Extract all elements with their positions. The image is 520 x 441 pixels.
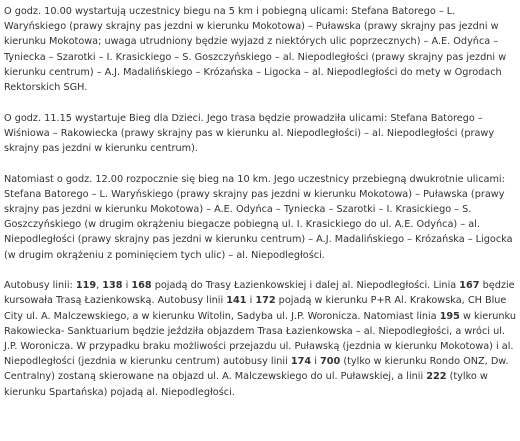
text-segment: pojadą do Trasy Łazienkowskiej i dalej al. Niepodległości. Linia <box>151 280 460 292</box>
text-segment: i <box>122 280 132 292</box>
text-segment: i <box>246 295 256 307</box>
bus-line-number: 700 <box>320 356 341 368</box>
bus-line-number: 138 <box>102 280 123 292</box>
text-segment: , <box>96 280 103 292</box>
text-segment: w kierunku Rakowiecka- Sanktuarium będzie jeździła objazdem Trasa Łazienkowska – al. Niepodległości, a wróci ul. J.P. Woronicza. W przypadku braku możliwości przejazdu ul. Puławską (jezdnia w kierunku Mokotowa) i al. Niepodległości (jezdnia w kierunku centrum) autobusy linii <box>4 310 516 368</box>
paragraph-5km-route: O godz. 10.00 wystartują uczestnicy biegu na 5 km i pobiegną ulicami: Stefana Batorego – L. Waryńskiego (prawy skrajny pas jezdni w kierunku Mokotowa) – Puławska (prawy skrajny pas jezdni w kierunku Mokotowa; uwaga utrudniony będzie wyjazd z niektórych ulic poprzecznych) – A.E. Odyńca – Tyniecka – Szarotki – I. Krasickiego – S. Goszczyńskiego – al. Niepodległości (prawy skrajny pas jezdni w kierunku centrum) – A.J. Madalińskiego – Krózańska – Ligocka – al. Niepodległości do mety w Ogrodach Rektorskich SGH. <box>4 6 507 94</box>
text-segment: (tylko w kierunku Spartańska) pojadą al. Niepodległości. <box>4 371 488 398</box>
text-segment: pojadą w kierunku P+R Al. Krakowska, CH Blue City ul. A. Malczewskiego, a w kierunku Witolin, Sadyba ul. J.P. Woronicza. Natomiast linia <box>4 295 507 322</box>
bus-line-number: 168 <box>131 280 152 292</box>
text-segment: i <box>311 356 320 368</box>
paragraph-10km-route: Natomiast o godz. 12.00 rozpocznie się bieg na 10 km. Jego uczestnicy przebiegną dwukrotnie ulicami: Stefana Batorego – L. Waryńskiego (prawy skrajny pas jezdni w kierunku Mokotowa) – Puławska (prawy skrajny pas jezdni w kierunku Mokotowa) – A.E. Odyńca – Tyniecka – Szarotki – I. Krasickiego – S. Goszczyńskiego (w drugim okrążeniu biegacze pobiegną ul. I. Krasickiego do ul. A.E. Odyńca) – al. Niepodległości (prawy skrajny pas jezdni w kierunku centrum) – A.J. Madalińskiego – Krózańska – Ligocka (w drugim okrążeniu z pominięciem tych ulic) – al. Niepodległości. <box>4 173 513 261</box>
paragraph-bus-detours <box>4 278 516 400</box>
bus-line-number: 119 <box>75 280 97 292</box>
text-segment: będzie kursowała Trasą Łazienkowską. Autobusy linii <box>4 280 515 307</box>
bus-line-number: 222 <box>426 371 447 383</box>
text-segment: (tylko w kierunku Rondo ONZ, Dw. Centralny) zostaną skierowane na objazd ul. A. Malczewskiego do ul. Puławskiej, a linii <box>4 356 509 383</box>
bus-line-number: 172 <box>255 295 276 307</box>
text-segment: Autobusy linii: <box>4 280 76 292</box>
bus-line-number: 141 <box>226 295 247 307</box>
paragraph-kids-route: O godz. 11.15 wystartuje Bieg dla Dzieci. Jego trasa będzie prowadziła ulicami: Stefana Batorego – Wiśniowa – Rakowiecka (prawy skrajny pas w kierunku al. Niepodległości) – al. Niepodległości (prawy skrajny pas jezdni w kierunku centrum). <box>4 112 495 155</box>
bus-line-number: 174 <box>290 356 312 368</box>
bus-line-number: 167 <box>459 280 480 292</box>
bus-line-number: 195 <box>439 310 460 322</box>
